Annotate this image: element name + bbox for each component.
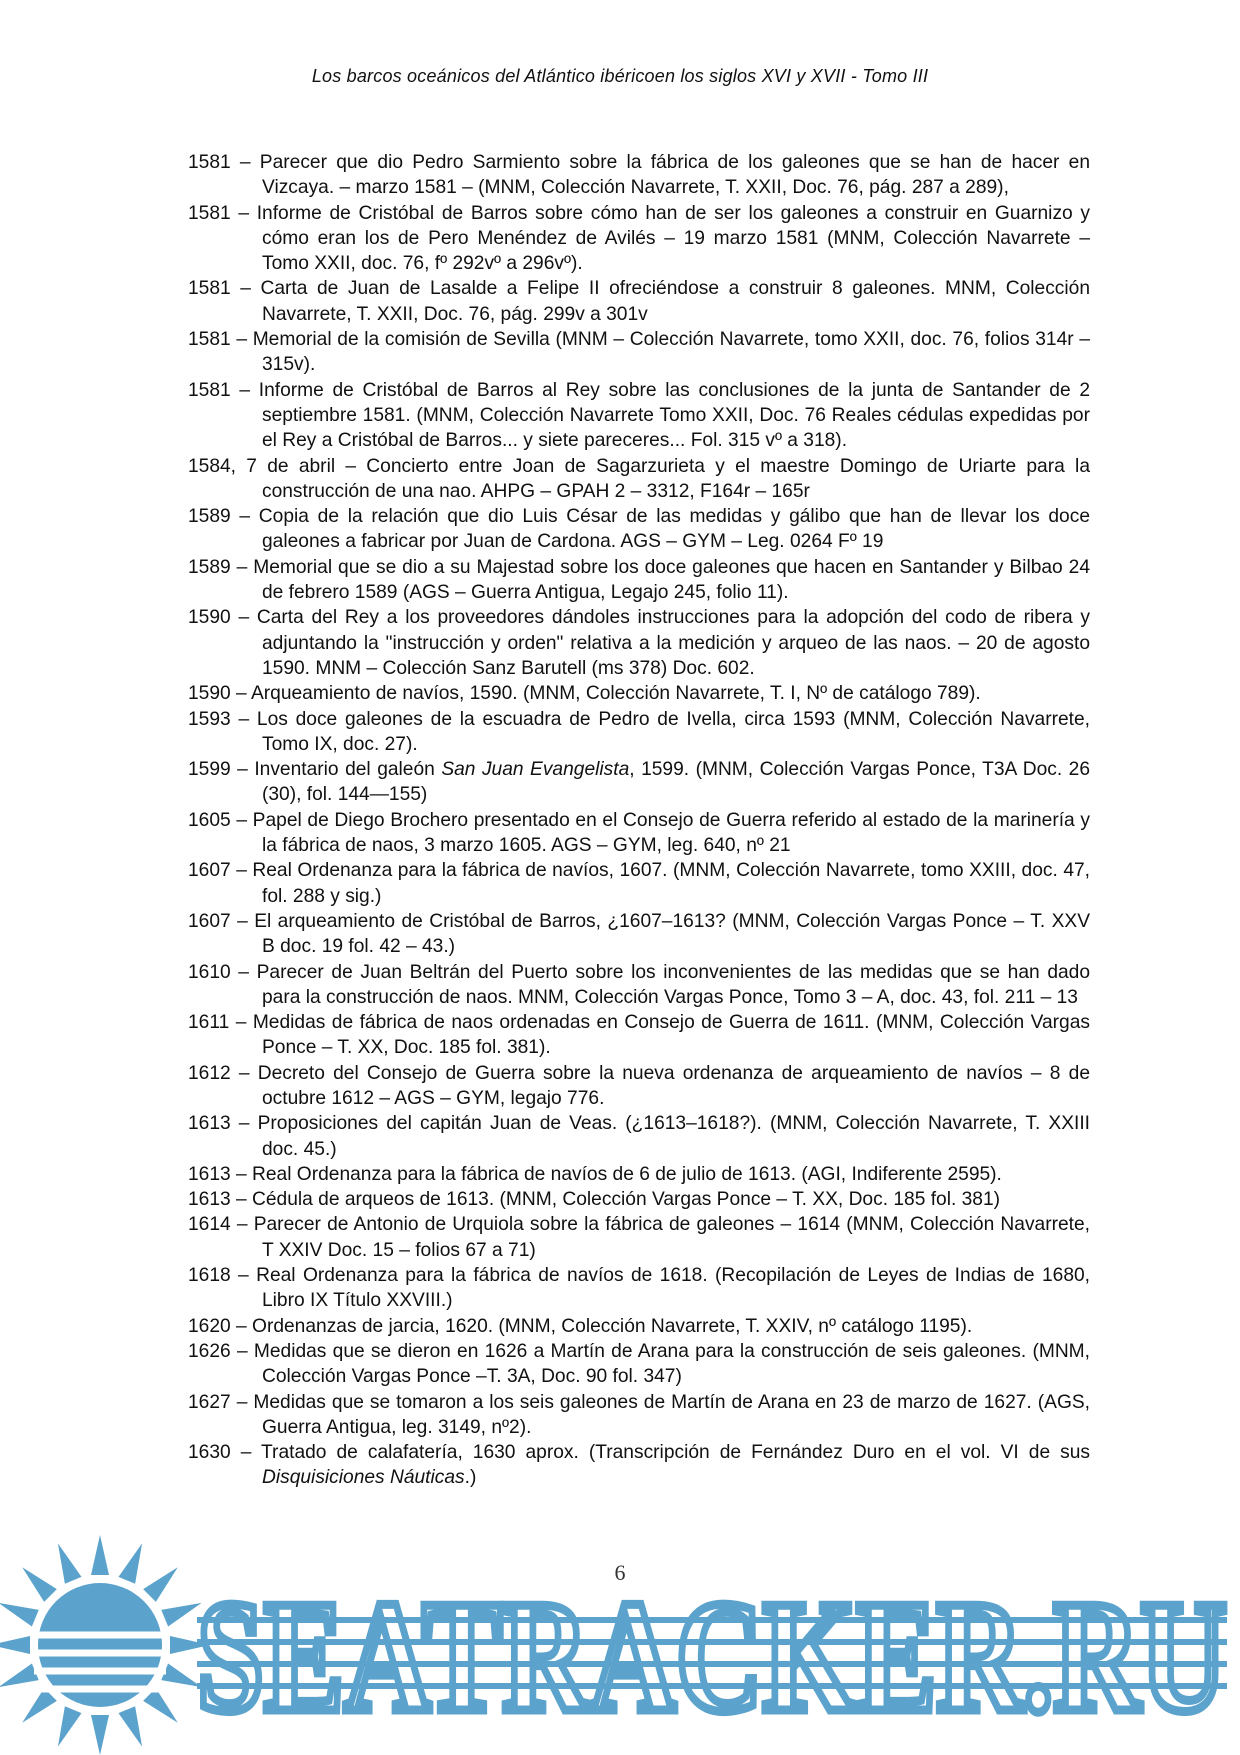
list-item: 1589 – Copia de la relación que dio Luis César de las medidas y gálibo que han de llevar los doce galeones a fabricar por Juan de Cardona. AGS – GYM – Leg. 0264 Fº 19	[188, 506, 1090, 553]
list-item: 1612 – Decreto del Consejo de Guerra sobre la nueva ordenanza de arqueamiento de navíos – 8 de octubre 1612 – AGS – GYM, legajo 776.	[188, 1062, 1090, 1109]
list-item: 1614 – Parecer de Antonio de Urquiola sobre la fábrica de galeones – 1614 (MNM, Colección Navarrete, T XXIV Doc. 15 – folios 67 a 71)	[188, 1214, 1090, 1261]
watermark-text: SEATRACKER.RU	[197, 1567, 1227, 1745]
list-item: 1607 – El arqueamiento de Cristóbal de Barros, ¿1607–1613? (MNM, Colección Vargas Ponce – T. XXV B doc. 19 fol. 42 – 43.)	[188, 910, 1090, 958]
list-item: 1599 – Inventario del galeón San Juan Evangelista, 1599. (MNM, Colección Vargas Ponce, T3A Doc. 26 (30), fol. 144—155)	[188, 759, 1091, 806]
list-item: 1581 – Memorial de la comisión de Sevilla (MNM – Colección Navarrete, tomo XXII, doc. 76, folios 314r – 315v).	[188, 329, 1090, 376]
book-title-italic: Disquisiciones Náuticas	[262, 1467, 465, 1489]
list-item: 1581 – Carta de Juan de Lasalde a Felipe II ofreciéndose a construir 8 galeones. MNM, Colección Navarrete, T. XXII, Doc. 76, pág. 299v a 301v	[188, 278, 1090, 325]
watermark-lettering	[197, 1560, 1237, 1750]
list-item: 1620 – Ordenanzas de jarcia, 1620. (MNM, Colección Navarrete, T. XXIV, nº catálogo 1195).	[188, 1315, 973, 1337]
list-item: 1581 – Informe de Cristóbal de Barros al Rey sobre las conclusiones de la junta de Santander de 2 septiembre 1581. (MNM, Colección Navarrete Tomo XXII, Doc. 76 Reales cédulas expedidas por el Rey a Cristóbal de Barros... y siete pareceres... Fol. 315 vº a 318).	[188, 379, 1090, 452]
running-header: Los barcos oceánicos del Atlántico ibéricoen los siglos XVI y XVII - Tomo III	[311, 66, 929, 86]
list-item: 1611 – Medidas de fábrica de naos ordenadas en Consejo de Guerra de 1611. (MNM, Colección Vargas Ponce – T. XX, Doc. 185 fol. 381).	[188, 1012, 1090, 1059]
list-item: 1613 – Proposiciones del capitán Juan de Veas. (¿1613–1618?). (MNM, Colección Navarrete, T. XXIII doc. 45.)	[188, 1113, 1090, 1160]
list-item: 1613 – Cédula de arqueos de 1613. (MNM, Colección Vargas Ponce – T. XX, Doc. 185 fol. 381)	[188, 1189, 1001, 1211]
list-item: 1618 – Real Ordenanza para la fábrica de navíos de 1618. (Recopilación de Leyes de Indias de 1680, Libro IX Título XXVIII.)	[188, 1265, 1090, 1312]
list-item: 1630 – Tratado de calafatería, 1630 aprox. (Transcripción de Fernández Duro en el vol. VI de sus Disquisiciones Náuticas.)	[188, 1442, 1090, 1489]
list-item: 1605 – Papel de Diego Brochero presentado en el Consejo de Guerra referido al estado de la marinería y la fábrica de naos, 3 marzo 1605. AGS – GYM, leg. 640, nº 21	[188, 809, 1090, 857]
list-item: 1626 – Medidas que se dieron en 1626 a Martín de Arana para la construcción de seis galeones. (MNM, Colección Vargas Ponce –T. 3A, Doc. 90 fol. 347)	[188, 1340, 1090, 1388]
bibliography-list	[188, 150, 1090, 1491]
list-item: 1581 – Informe de Cristóbal de Barros sobre cómo han de ser los galeones a construir en Guarnizo y cómo eran los de Pero Menéndez de Avilés – 19 marzo 1581 (MNM, Colección Navarrete – Tomo XXII, doc. 76, fº 292vº a 296vº).	[188, 202, 1090, 275]
list-item: 1590 – Carta del Rey a los proveedores dándoles instrucciones para la adopción del codo de ribera y adjuntando la "instrucción y orden" relativa a la medición y arqueo de las naos. – 20 de agosto 1590. MNM – Colección Sanz Barutell (ms 378) Doc. 602.	[188, 607, 1090, 679]
list-item: 1593 – Los doce galeones de la escuadra de Pedro de Ivella, circa 1593 (MNM, Colección Navarrete, Tomo IX, doc. 27).	[188, 708, 1090, 755]
list-item: 1589 – Memorial que se dio a su Majestad sobre los doce galeones que hacen en Santander y Bilbao 24 de febrero 1589 (AGS – Guerra Antigua, Legajo 245, folio 11).	[188, 556, 1090, 604]
list-item: 1610 – Parecer de Juan Beltrán del Puerto sobre los inconvenientes de las medidas que se han dado para la construcción de naos. MNM, Colección Vargas Ponce, Tomo 3 – A, doc. 43, fol. 211 – 13	[188, 961, 1090, 1008]
list-item: 1584, 7 de abril – Concierto entre Joan de Sagarzurieta y el maestre Domingo de Uriarte para la construcción de una nao. AHPG – GPAH 2 – 3312, F164r – 165r	[188, 455, 1090, 502]
list-item: 1590 – Arqueamiento de navíos, 1590. (MNM, Colección Navarrete, T. I, Nº de catálogo 789).	[188, 683, 981, 705]
ship-name-italic: San Juan Evangelista	[441, 759, 630, 781]
page-number: 6	[614, 1560, 626, 1585]
list-item: 1627 – Medidas que se tomaron a los seis galeones de Martín de Arana en 23 de marzo de 1627. (AGS, Guerra Antigua, leg. 3149, nº2).	[188, 1391, 1090, 1438]
list-item: 1607 – Real Ordenanza para la fábrica de navíos, 1607. (MNM, Colección Navarrete, tomo XXIII, doc. 47, fol. 288 y sig.)	[188, 860, 1090, 907]
list-item: 1613 – Real Ordenanza para la fábrica de navíos de 6 de julio de 1613. (AGI, Indiferente 2595).	[188, 1163, 1002, 1185]
list-item: 1581 – Parecer que dio Pedro Sarmiento sobre la fábrica de los galeones que se han de hacer en Vizcaya. – marzo 1581 – (MNM, Colección Navarrete, T. XXII, Doc. 76, pág. 287 a 289),	[188, 152, 1090, 199]
